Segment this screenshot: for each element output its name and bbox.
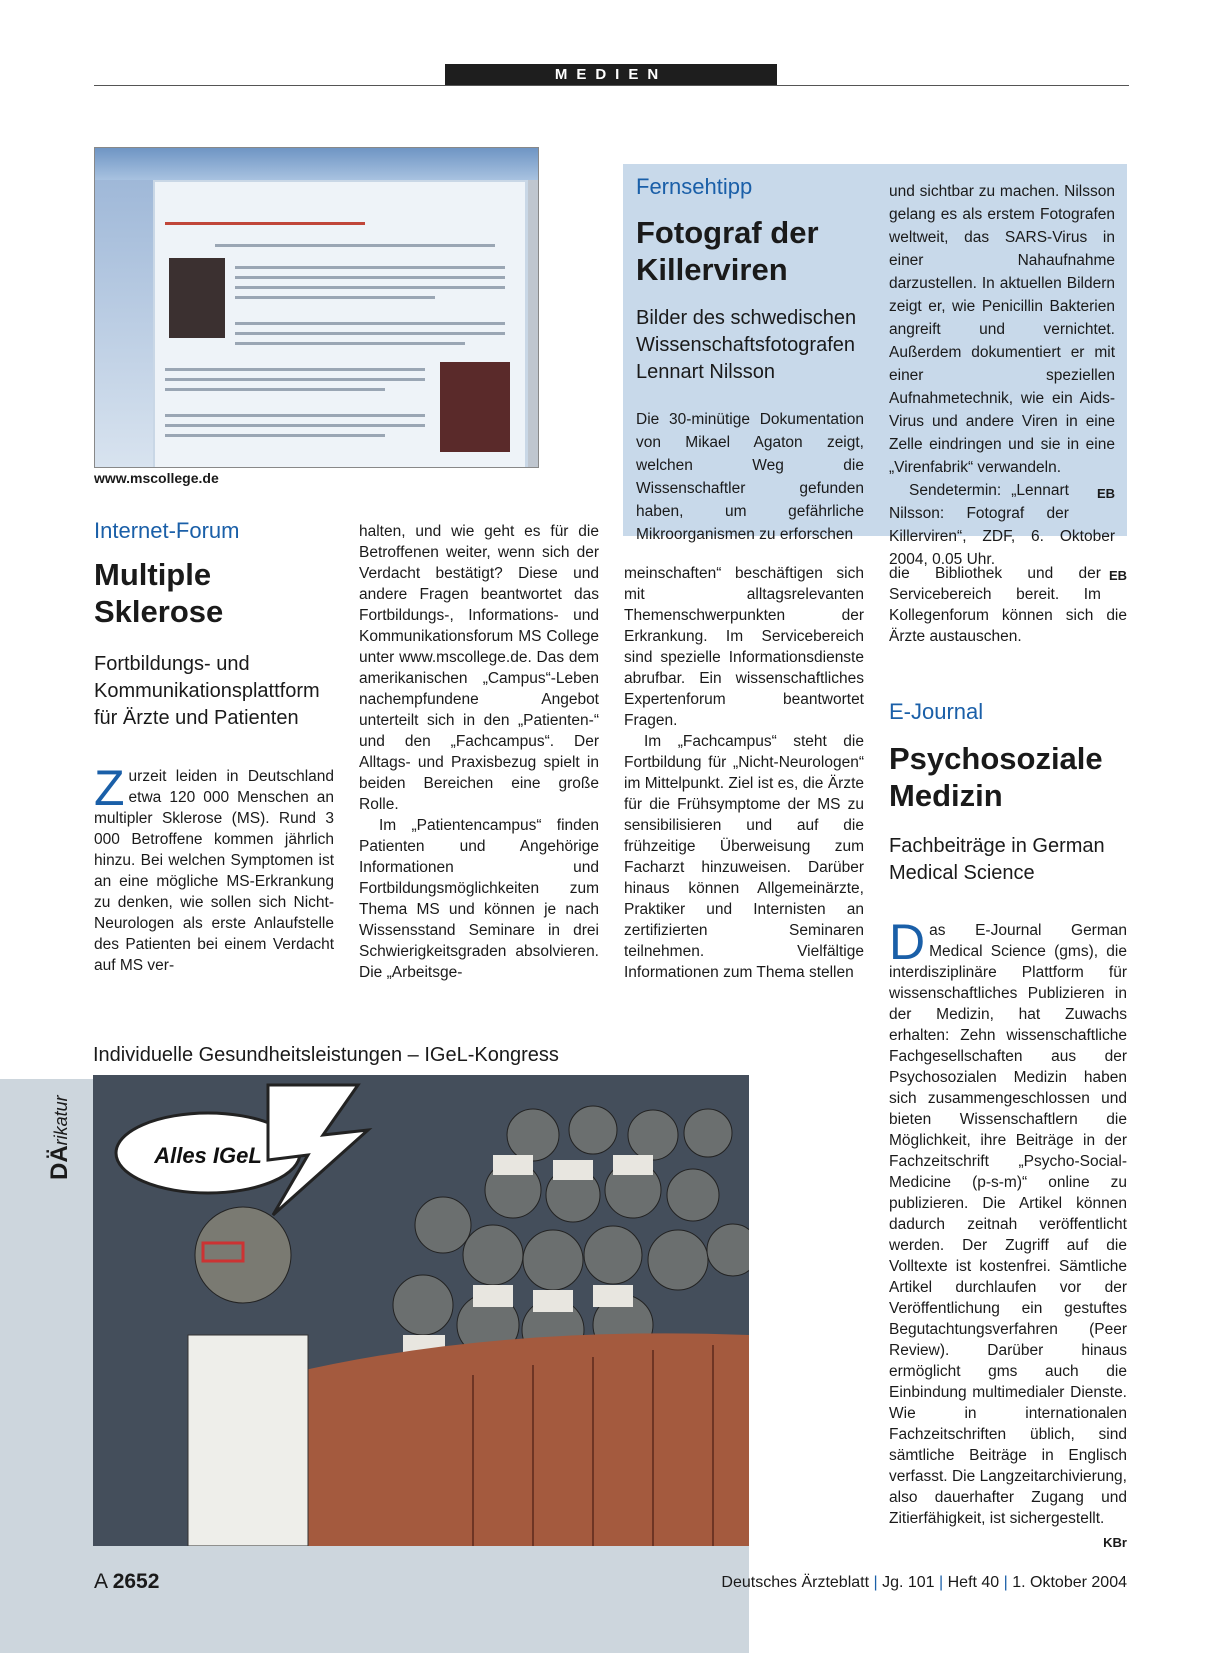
cartoon-drawing [93, 1075, 749, 1546]
tv-column-1: Die 30-minütige Dokumentation von Mikael Agaton zeigt, welchen Weg die Wissenschaftler gefunden haben, um gefährliche Mikroorganismen zu erforschen [636, 411, 864, 543]
footer-journal-info: Deutsches Ärzteblatt | Jg. 101 | Heft 40 | 1. Oktober 2004 [721, 1574, 1127, 1591]
ejournal-signature: KBr [1103, 1535, 1127, 1550]
page-number: A 2652 [94, 1570, 160, 1593]
forum-column-4: EB die Bibliothek und der Servicebereich bereit. Im Kollegenforum können sich die Ärzte austauschen. [889, 565, 1127, 645]
tv-kicker: Fernsehtipp [636, 174, 753, 199]
ejournal-headline: Psychosoziale Medizin [889, 741, 1103, 813]
forum-dropcap: Z [94, 760, 125, 816]
ejournal-body: Das E-Journal German Medical Science (gms), die interdisziplinäre Plattform für wissenschaftliches Publizieren in der Medizin, hat Zuwachs erhalten: Zehn wissenschaftliche Fachgesellschaften aus der Psychosozialen Medizin haben sich zusammengeschlossen und bieten Wissenschaftlern die Möglichkeit, ihre Beiträge in der Fachzeitschrift „Psycho-Social-Medicine (p-s-m)“ online zu publizieren. Die Artikel können dadurch zeitnah veröffentlicht werden. Der Zugriff auf die Volltexte ist kostenfrei. Sämtliche Artikel durchlaufen vor der Veröffentlichung ein gestuftes Begutachtungsverfahren (Peer Review). Darüber hinaus ermöglicht gms auch die Einbindung multimedialer Dienste. Wie in internationalen Fachzeitschriften üblich, sind sämtliche Beiträge in Englisch verfasst. Die Langzeitarchivierung, also dauerhafter Zugang und Zitierfähigkeit, ist sichergestellt. KBr [889, 920, 1127, 1553]
forum-deck: Fortbildungs- und Kommunikationsplattform für Ärzte und Patienten [94, 653, 320, 729]
forum-signature: EB [1108, 568, 1127, 583]
tv-deck: Bilder des schwedischen Wissenschaftsfotografen Lennart Nilsson [636, 307, 857, 383]
cartoon-illustration [93, 1075, 749, 1546]
forum-kicker: Internet-Forum [94, 518, 240, 543]
tv-signature: EB [1096, 486, 1115, 501]
tv-headline: Fotograf der Killerviren [636, 215, 819, 287]
forum-headline: Multiple Sklerose [94, 557, 224, 629]
cartoon-caption: Individuelle Gesundheitsleistungen – IGeL-Kongress [93, 1044, 559, 1066]
ejournal-dropcap: D [889, 914, 926, 970]
speech-bubble-text: Alles IGeL [154, 1143, 262, 1168]
ejournal-kicker: E-Journal [889, 699, 984, 724]
tv-column-2: und sichtbar zu machen. Nilsson gelang es als erstem Fotografen weltweit, das SARS-Virus in einer Nahaufnahme darzustellen. In aktuellen Bildern zeigt er, wie Penicillin Bakterien angreift und vernichtet. Außerdem dokumentiert er mit einer speziellen Aufnahmetechnik, wie ein Aids-Virus und andere Viren in eine Zelle eindringen und sie in eine „Virenfabrik“ verwandeln. EB Sendetermin: „Lennart Nilsson: Fotograf der Killerviren“, ZDF, 6. Oktober 2004, 0.05 Uhr. [889, 183, 1115, 568]
header-rule [94, 85, 1129, 86]
ejournal-deck: Fachbeiträge in German Medical Science [889, 835, 1105, 884]
section-label: MEDIEN [445, 64, 777, 85]
side-label: DÄrikatur [46, 1095, 73, 1180]
website-screenshot [94, 147, 539, 468]
forum-column-3: meinschaften“ beschäftigen sich mit alltagsrelevanten Themenschwerpunkten der Erkrankung. Im Servicebereich sind spezielle Informationsdienste abrufbar. Ein wissenschaftliches Expertenforum beantwortet Fragen. Im „Fachcampus“ steht die Fortbildung für „Nicht-Neurologen“ im Mittelpunkt. Ziel ist es, die Ärzte für die Frühsymptome der MS zu sensibilisieren und auf die frühzeitige Überweisung zum Facharzt hinzuweisen. Darüber hinaus können Allgemeinärzte, Praktiker und Internisten an zertifizierten Seminaren teilnehmen. Vielfältige Informationen zum Thema stellen [624, 565, 864, 981]
forum-column-1: Zurzeit leiden in Deutschland etwa 120 000 Menschen an multipler Sklerose (MS). Rund 3 000 Betroffene kommen jährlich hinzu. Bei welchen Symptomen ist an eine mögliche MS-Erkrankung zu denken, wie sollen sich Nicht-Neurologen als erste Anlaufstelle des Patienten bei einem Verdacht auf MS ver- [94, 760, 334, 974]
screenshot-caption: www.mscollege.de [94, 470, 219, 486]
forum-column-2: halten, und wie geht es für die Betroffenen weiter, wenn sich der Verdacht bestätigt? Diese und andere Fragen beantwortet das Fortbildungs-, Informations- und Kommunikationsforum MS College unter www.mscollege.de. Das dem amerikanischen „Campus“-Leben nachempfundene Angebot unterteilt sich in den „Patienten-“ und den „Fachcampus“. Der Alltags- und Praxisbezug spielt in beiden Bereichen eine große Rolle. Im „Patientencampus“ finden Patienten und Angehörige Informationen und Fortbildungsmöglichkeiten zum Thema MS und können je nach Wissensstand Seminare in drei Schwierigkeitsgraden absolvieren. Die „Arbeitsge- [359, 523, 599, 981]
